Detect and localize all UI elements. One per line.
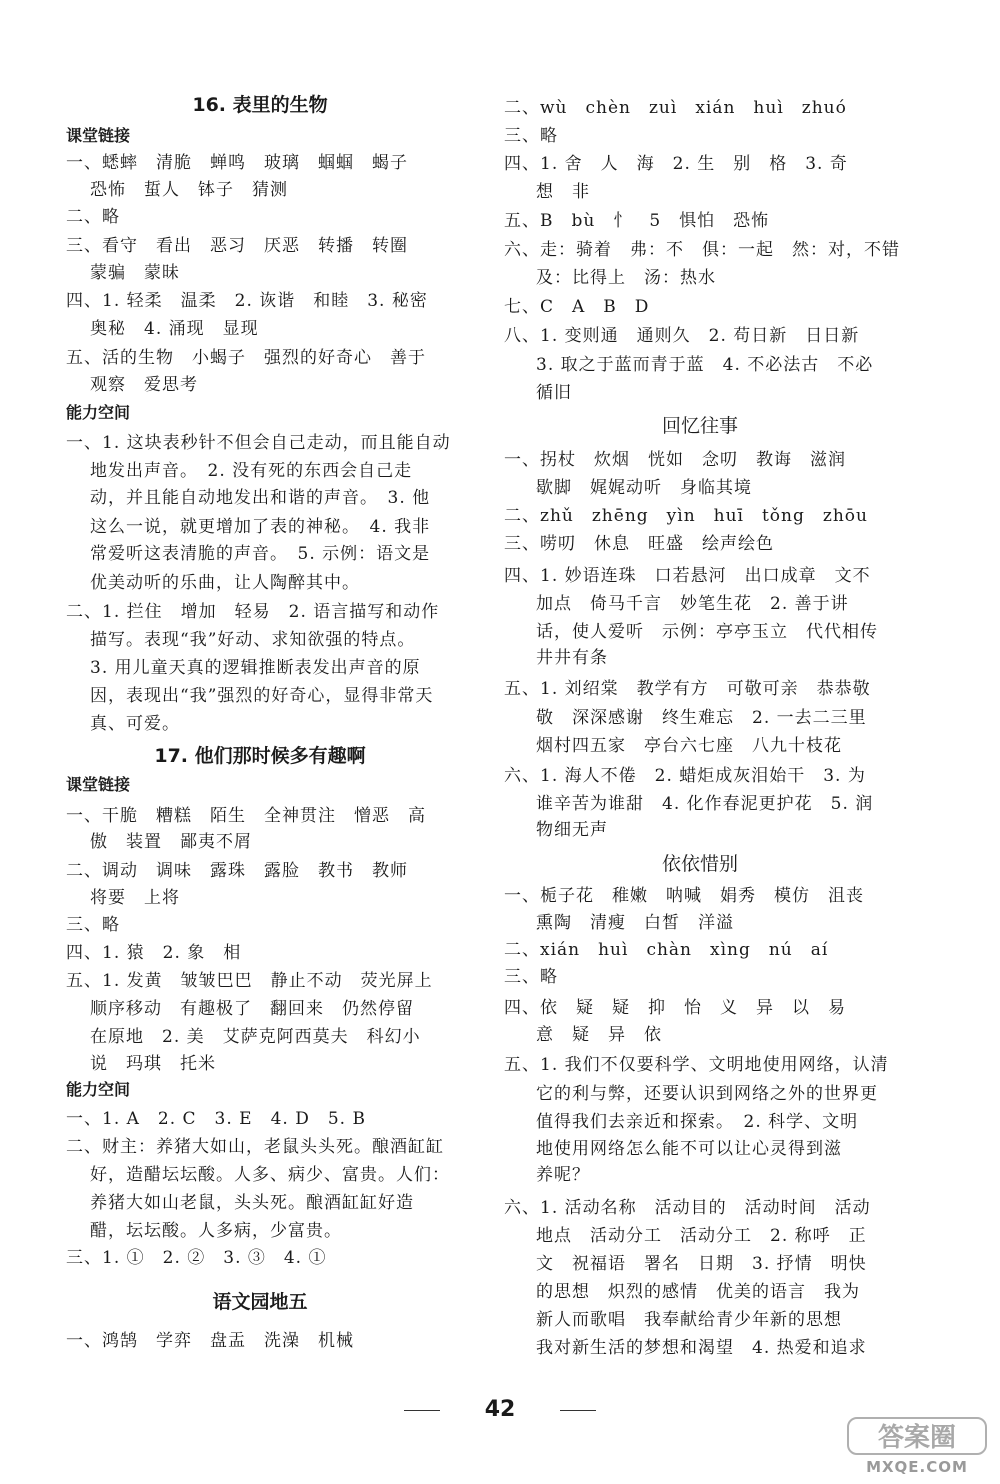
answer-line: 八、1. 变则通 通则久 2. 苟日新 日日新 (504, 326, 860, 346)
answer-line: 二、调动 调味 露珠 露脸 教书 教师 (66, 861, 408, 881)
answer-line: 3. 取之于蓝而青于蓝 4. 不必法古 不必 (536, 355, 874, 375)
answer-line: 六、1. 活动名称 活动目的 活动时间 活动 (504, 1198, 871, 1218)
answer-line: 真、可爱。 (90, 714, 180, 734)
answer-line: 地点 活动分工 活动分工 2. 称呼 正 (536, 1226, 867, 1246)
answer-line: 蒙骗 蒙昧 (90, 263, 180, 283)
answer-line: 四、1. 轻柔 温柔 2. 诙谐 和睦 3. 秘密 (66, 291, 428, 311)
answer-line: 五、B bù 忄 5 惧怕 恐怖 (504, 211, 770, 231)
watermark-logo (842, 1414, 992, 1478)
answer-line: 二、1. 拦住 增加 轻易 2. 语言描写和动作 (66, 602, 440, 622)
answer-line: 地使用网络怎么能不可以让心灵得到滋 (536, 1139, 842, 1159)
answer-line: 三、看守 看出 恶习 厌恶 转播 转圈 (66, 236, 408, 256)
answer-line: 话，使人爱听 示例：亭亭玉立 代代相传 (536, 622, 878, 642)
answer-line: 二、略 (66, 207, 120, 227)
answer-line: 描写。表现“我”好动、求知欲强的特点。 (90, 630, 416, 650)
answer-line: 一、1. 这块表秒针不但会自己走动，而且能自动 (66, 433, 451, 453)
answer-line: 醋，坛坛酸。人多病，少富贵。 (90, 1221, 342, 1241)
answer-line: 一、干脆 糟糕 陌生 全神贯注 憎恶 高 (66, 806, 426, 826)
answer-line: 五、活的生物 小蝎子 强烈的好奇心 善于 (66, 348, 426, 368)
watermark-logo-text: 答案圈 (877, 1423, 957, 1453)
answer-line: 循旧 (536, 383, 572, 403)
answer-line: 三、1. ① 2. ② 3. ③ 4. ① (66, 1248, 327, 1268)
answer-line: 四、1. 舍 人 海 2. 生 别 格 3. 奇 (504, 154, 848, 174)
subheading-ability-space-16: 能力空间 (66, 403, 131, 422)
answer-line: 观察 爱思考 (90, 375, 198, 395)
answer-line: 六、1. 海人不倦 2. 蜡炬成灰泪始干 3. 为 (504, 766, 866, 786)
answer-line: 意 疑 异 依 (536, 1025, 662, 1045)
subheading-classroom-link-16: 课堂链接 (66, 126, 131, 145)
answer-line: 好，造醋坛坛酸。人多、病少、富贵。人们： (90, 1165, 450, 1185)
answer-line: 六、走：骑着 弗：不 俱：一起 然：对，不错 (504, 240, 900, 260)
page-number: 42 (484, 1397, 516, 1422)
answer-line: 歇脚 娓娓动听 身临其境 (536, 478, 752, 498)
answer-line: 四、依 疑 疑 抑 怡 义 异 以 易 (504, 998, 846, 1018)
answer-line: 二、zhǔ zhēng yìn huī tǒng zhōu (504, 506, 868, 526)
answer-line: 它的利与弊，还要认识到网络之外的世界更 (536, 1084, 878, 1104)
answer-line: 傲 装置 鄙夷不屑 (90, 832, 252, 852)
answer-line: 烟村四五家 亭台六七座 八九十枝花 (536, 736, 842, 756)
answer-line: 值得我们去亲近和探索。 2. 科学、文明 (536, 1112, 859, 1132)
answer-line: 一、拐杖 炊烟 恍如 念叨 教诲 滋润 (504, 450, 846, 470)
answer-line: 一、鸿鹄 学弈 盘盂 洗澡 机械 (66, 1331, 354, 1351)
answer-line: 四、1. 猿 2. 象 相 (66, 943, 242, 963)
answer-line: 在原地 2. 美 艾萨克阿西莫夫 科幻小 (90, 1027, 421, 1047)
section-title-16: 16. 表里的生物 (192, 94, 328, 116)
answer-line: 二、wù chèn zuì xián huì zhuó (504, 98, 847, 118)
answer-line: 七、C A B D (504, 297, 650, 317)
answer-line: 四、1. 妙语连珠 口若悬河 出口成章 文不 (504, 566, 871, 586)
subheading-ability-space-17: 能力空间 (66, 1080, 131, 1099)
answer-line: 二、财主：养猪大如山，老鼠头头死。酿酒缸缸 (66, 1137, 444, 1157)
answer-line: 五、1. 我们不仅要科学、文明地使用网络，认清 (504, 1055, 889, 1075)
answer-line: 恐怖 蜇人 钵子 猜测 (90, 180, 288, 200)
answer-line: 五、1. 刘绍棠 教学有方 可敬可亲 恭恭敬 (504, 679, 871, 699)
watermark-logo-icon (842, 1414, 992, 1458)
answer-line: 这么一说，就更增加了表的神秘。 4. 我非 (90, 517, 431, 537)
answer-line: 的思想 炽烈的感情 优美的语言 我为 (536, 1282, 860, 1302)
answer-line: 优美动听的乐曲，让人陶醉其中。 (90, 573, 360, 593)
answer-line: 三、略 (66, 915, 120, 935)
answer-line: 说 玛琪 托米 (90, 1054, 216, 1074)
answer-line: 顺序移动 有趣极了 翻回来 仍然停留 (90, 999, 414, 1019)
answer-line: 地发出声音。 2. 没有死的东西会自己走 (90, 461, 413, 481)
answer-line: 三、唠叨 休息 旺盛 绘声绘色 (504, 534, 774, 554)
answer-line: 加点 倚马千言 妙笔生花 2. 善于讲 (536, 594, 849, 614)
section-title-17: 17. 他们那时候多有趣啊 (154, 745, 366, 767)
answer-line: 三、略 (504, 967, 558, 987)
answer-line: 二、xián huì chàn xìng nú aí (504, 940, 829, 960)
answer-line: 及：比得上 汤：热水 (536, 268, 716, 288)
answer-line: 我对新生活的梦想和渴望 4. 热爱和追求 (536, 1338, 867, 1358)
answer-line: 将要 上将 (90, 888, 180, 908)
section-title-reluctant-farewell: 依依惜别 (661, 853, 738, 875)
answer-line: 奥秘 4. 涌现 显现 (90, 319, 259, 339)
answer-line: 动，并且能自动地发出和谐的声音。 3. 他 (90, 488, 431, 508)
answer-line: 五、1. 发黄 皱皱巴巴 静止不动 荧光屏上 (66, 971, 433, 991)
answer-line: 想 非 (536, 182, 590, 202)
answer-line: 养呢？ (536, 1165, 590, 1185)
answer-line: 熏陶 清瘦 白皙 洋溢 (536, 913, 734, 933)
answer-line: 文 祝福语 署名 日期 3. 抒情 明快 (536, 1254, 867, 1274)
watermark-url: MXQE.COM (866, 1458, 968, 1476)
answer-line: 一、1. A 2. C 3. E 4. D 5. B (66, 1109, 366, 1129)
answer-line: 三、略 (504, 126, 558, 146)
answer-line: 新人而歌唱 我奉献给青少年新的思想 (536, 1310, 842, 1330)
answer-line: 养猪大如山老鼠，头头死。酿酒缸缸好造 (90, 1193, 414, 1213)
answer-line: 谁辛苦为谁甜 4. 化作春泥更护花 5. 润 (536, 794, 874, 814)
subheading-classroom-link-17: 课堂链接 (66, 775, 131, 794)
answer-line: 常爱听这表清脆的声音。 5. 示例：语文是 (90, 544, 431, 564)
answer-line: 因，表现出“我”强烈的好奇心，显得非常天 (90, 686, 434, 706)
answer-line: 3. 用儿童天真的逻辑推断表发出声音的原 (90, 658, 421, 678)
answer-line: 物细无声 (536, 820, 608, 840)
section-title-chinese-garden-5: 语文园地五 (212, 1291, 308, 1313)
section-title-recall-past: 回忆往事 (661, 415, 738, 437)
answer-line: 井井有条 (536, 648, 608, 668)
answer-line: 敬 深深感谢 终生难忘 2. 一去二三里 (536, 708, 867, 728)
page-number-dash-right (560, 1410, 596, 1411)
answer-line: 一、蟋蟀 清脆 蝉鸣 玻璃 蝈蝈 蝎子 (66, 153, 408, 173)
answer-line: 一、栀子花 稚嫩 呐喊 娟秀 模仿 沮丧 (504, 886, 864, 906)
